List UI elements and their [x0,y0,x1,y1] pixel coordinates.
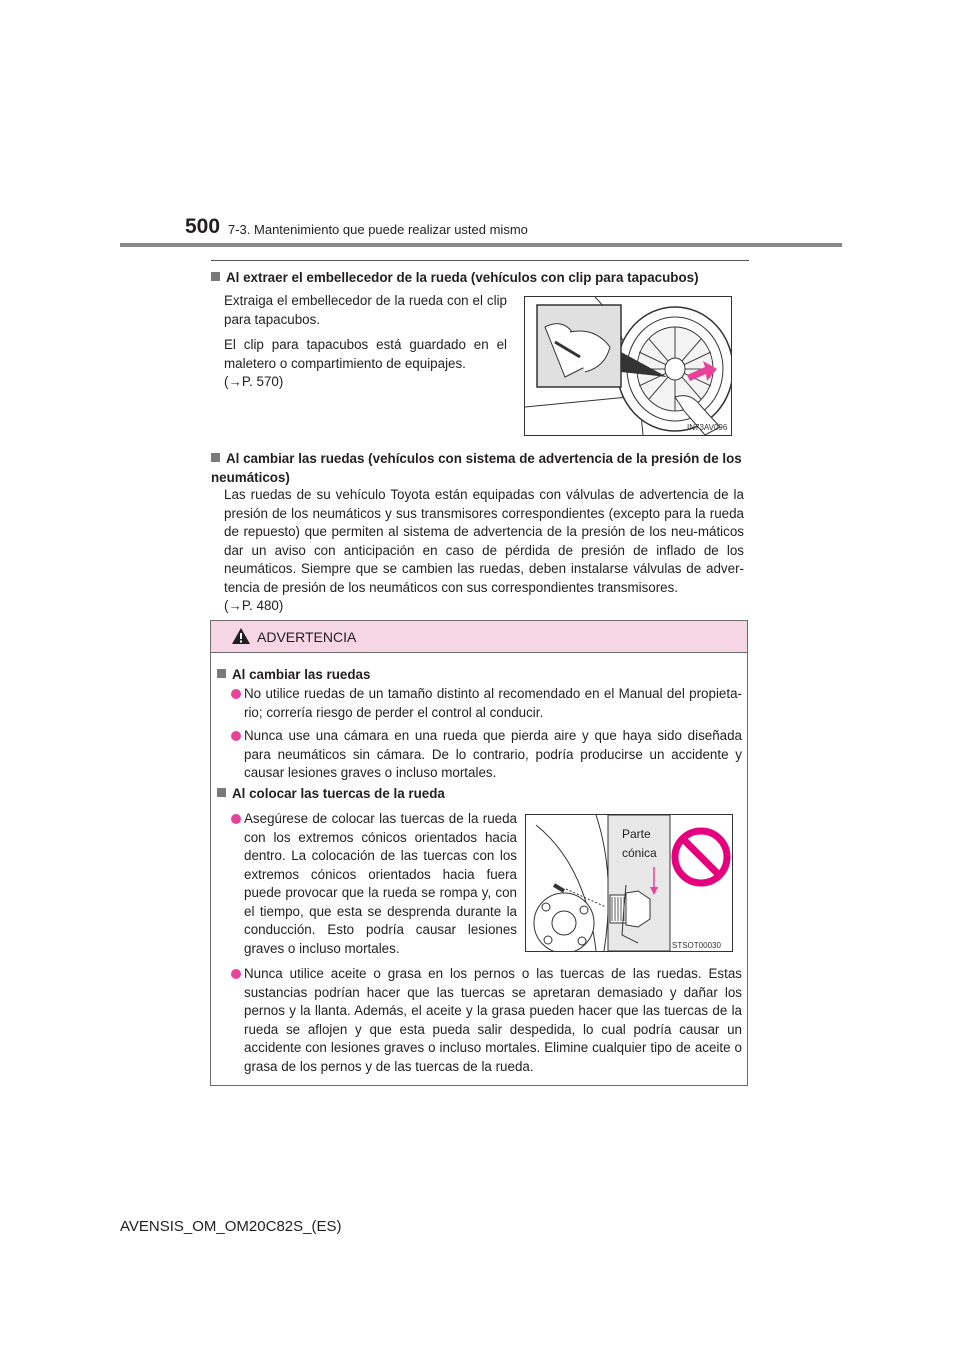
warning-item [231,810,517,958]
figure-code: IN73AV096 [687,423,728,432]
square-bullet-icon [217,788,226,797]
warning-item [231,727,742,783]
bullet-dot-icon [231,689,241,699]
subheading-text: Al colocar las tuercas de la rueda [232,786,445,801]
warning-header [211,621,747,653]
section-heading-hubcap [211,268,751,287]
paragraph: Extraiga el embellecedor de la rueda con el clip para tapacubos. [224,293,507,327]
warning-subheading-wheels [217,665,737,684]
warning-subheading-nuts [217,784,737,803]
item-text: No utilice ruedas de un tamaño distinto al recomendado en el Manual del propieta-rio; correría riesgo de perder el control al conducir. [244,686,742,720]
section2-text [224,486,744,616]
subheading-text: Al cambiar las ruedas [232,667,371,682]
square-bullet-icon [211,272,220,281]
warning-item [231,685,742,722]
item-text: Nunca utilice aceite o grasa en los pernos o las tuercas de las ruedas. Estas sustancias podrían hacer que las tuercas se apretaran demasiado y dañar los pernos y la llanta. Además, el aceite y la grasa pueden hacer que las tuercas de la rueda se aflojen y que esta pueda salir despedida, lo cual podría causar un accidente con lesiones graves o incluso mortales. Elimine cualquier tipo de aceite o grasa de los pernos y de las tuercas de la rueda. [244,966,742,1074]
label-line: cónica [622,846,657,860]
section-divider [211,260,749,261]
header-rule [120,243,842,247]
section-heading-text: Al extraer el embellecedor de la rueda (vehículos con clip para tapacubos) [226,270,699,285]
warning-triangle-icon [231,627,251,645]
item-text: Nunca use una cámara en una rueda que pierda aire y que haya sido diseñada para neumáticos sin cámara. De lo contrario, podría producirse un accidente y causar lesiones graves o incluso mortales. [244,728,742,780]
section1-text [224,292,507,392]
section-heading-text: Al cambiar las ruedas (vehículos con sistema de advertencia de la presión de los neumáticos) [211,451,742,485]
hubcap-clip-figure [524,296,732,436]
bullet-dot-icon [231,969,241,979]
paragraph: Las ruedas de su vehículo Toyota están equipadas con válvulas de advertencia de la presión de los neumáticos y sus transmisores correspondientes (excepto para la rueda de repuesto) que permiten al sistema de advertencia de la presión de los neu-máticos dar un aviso con anticipación en caso de pérdida de presión de inflado de los neumáticos. Siempre que se cambien las ruedas, deben instalarse válvulas de adver-tencia de presión de los neumáticos con sus correspondientes transmisores. [224,487,744,595]
label-line: Parte [622,827,651,841]
square-bullet-icon [211,453,220,462]
bullet-dot-icon [231,731,241,741]
page-number: 500 [185,215,221,238]
page-reference: (→P. 570) [224,374,284,389]
square-bullet-icon [217,669,226,678]
figure-code: STSOT00030 [672,941,721,950]
warning-title: ADVERTENCIA [257,629,357,645]
paragraph: El clip para tapacubos está guardado en el maletero o compartimiento de equipajes. [224,337,507,371]
warning-item [231,965,742,1076]
hubcap-removal-illustration [525,297,731,435]
item-text: Asegúrese de colocar las tuercas de la rueda con los extremos cónicos orientados hacia dentro. La colocación de las tuercas con los extremos cónicos orientados hacia fuera puede provocar que la rueda se rompa y, con el tiempo, que esta se desprenda durante la conducción. Esto podría causar lesiones graves o incluso mortales. [244,811,517,956]
warning-box [210,620,748,1086]
section-heading-tpws [211,449,749,487]
wheel-nut-figure [525,814,733,952]
document-code: AVENSIS_OM_OM20C82S_(ES) [120,1218,342,1235]
bullet-dot-icon [231,814,241,824]
conical-part-label [622,825,657,863]
chapter-title: 7-3. Mantenimiento que puede realizar usted mismo [228,222,528,237]
page-reference: (→P. 480) [224,598,284,613]
